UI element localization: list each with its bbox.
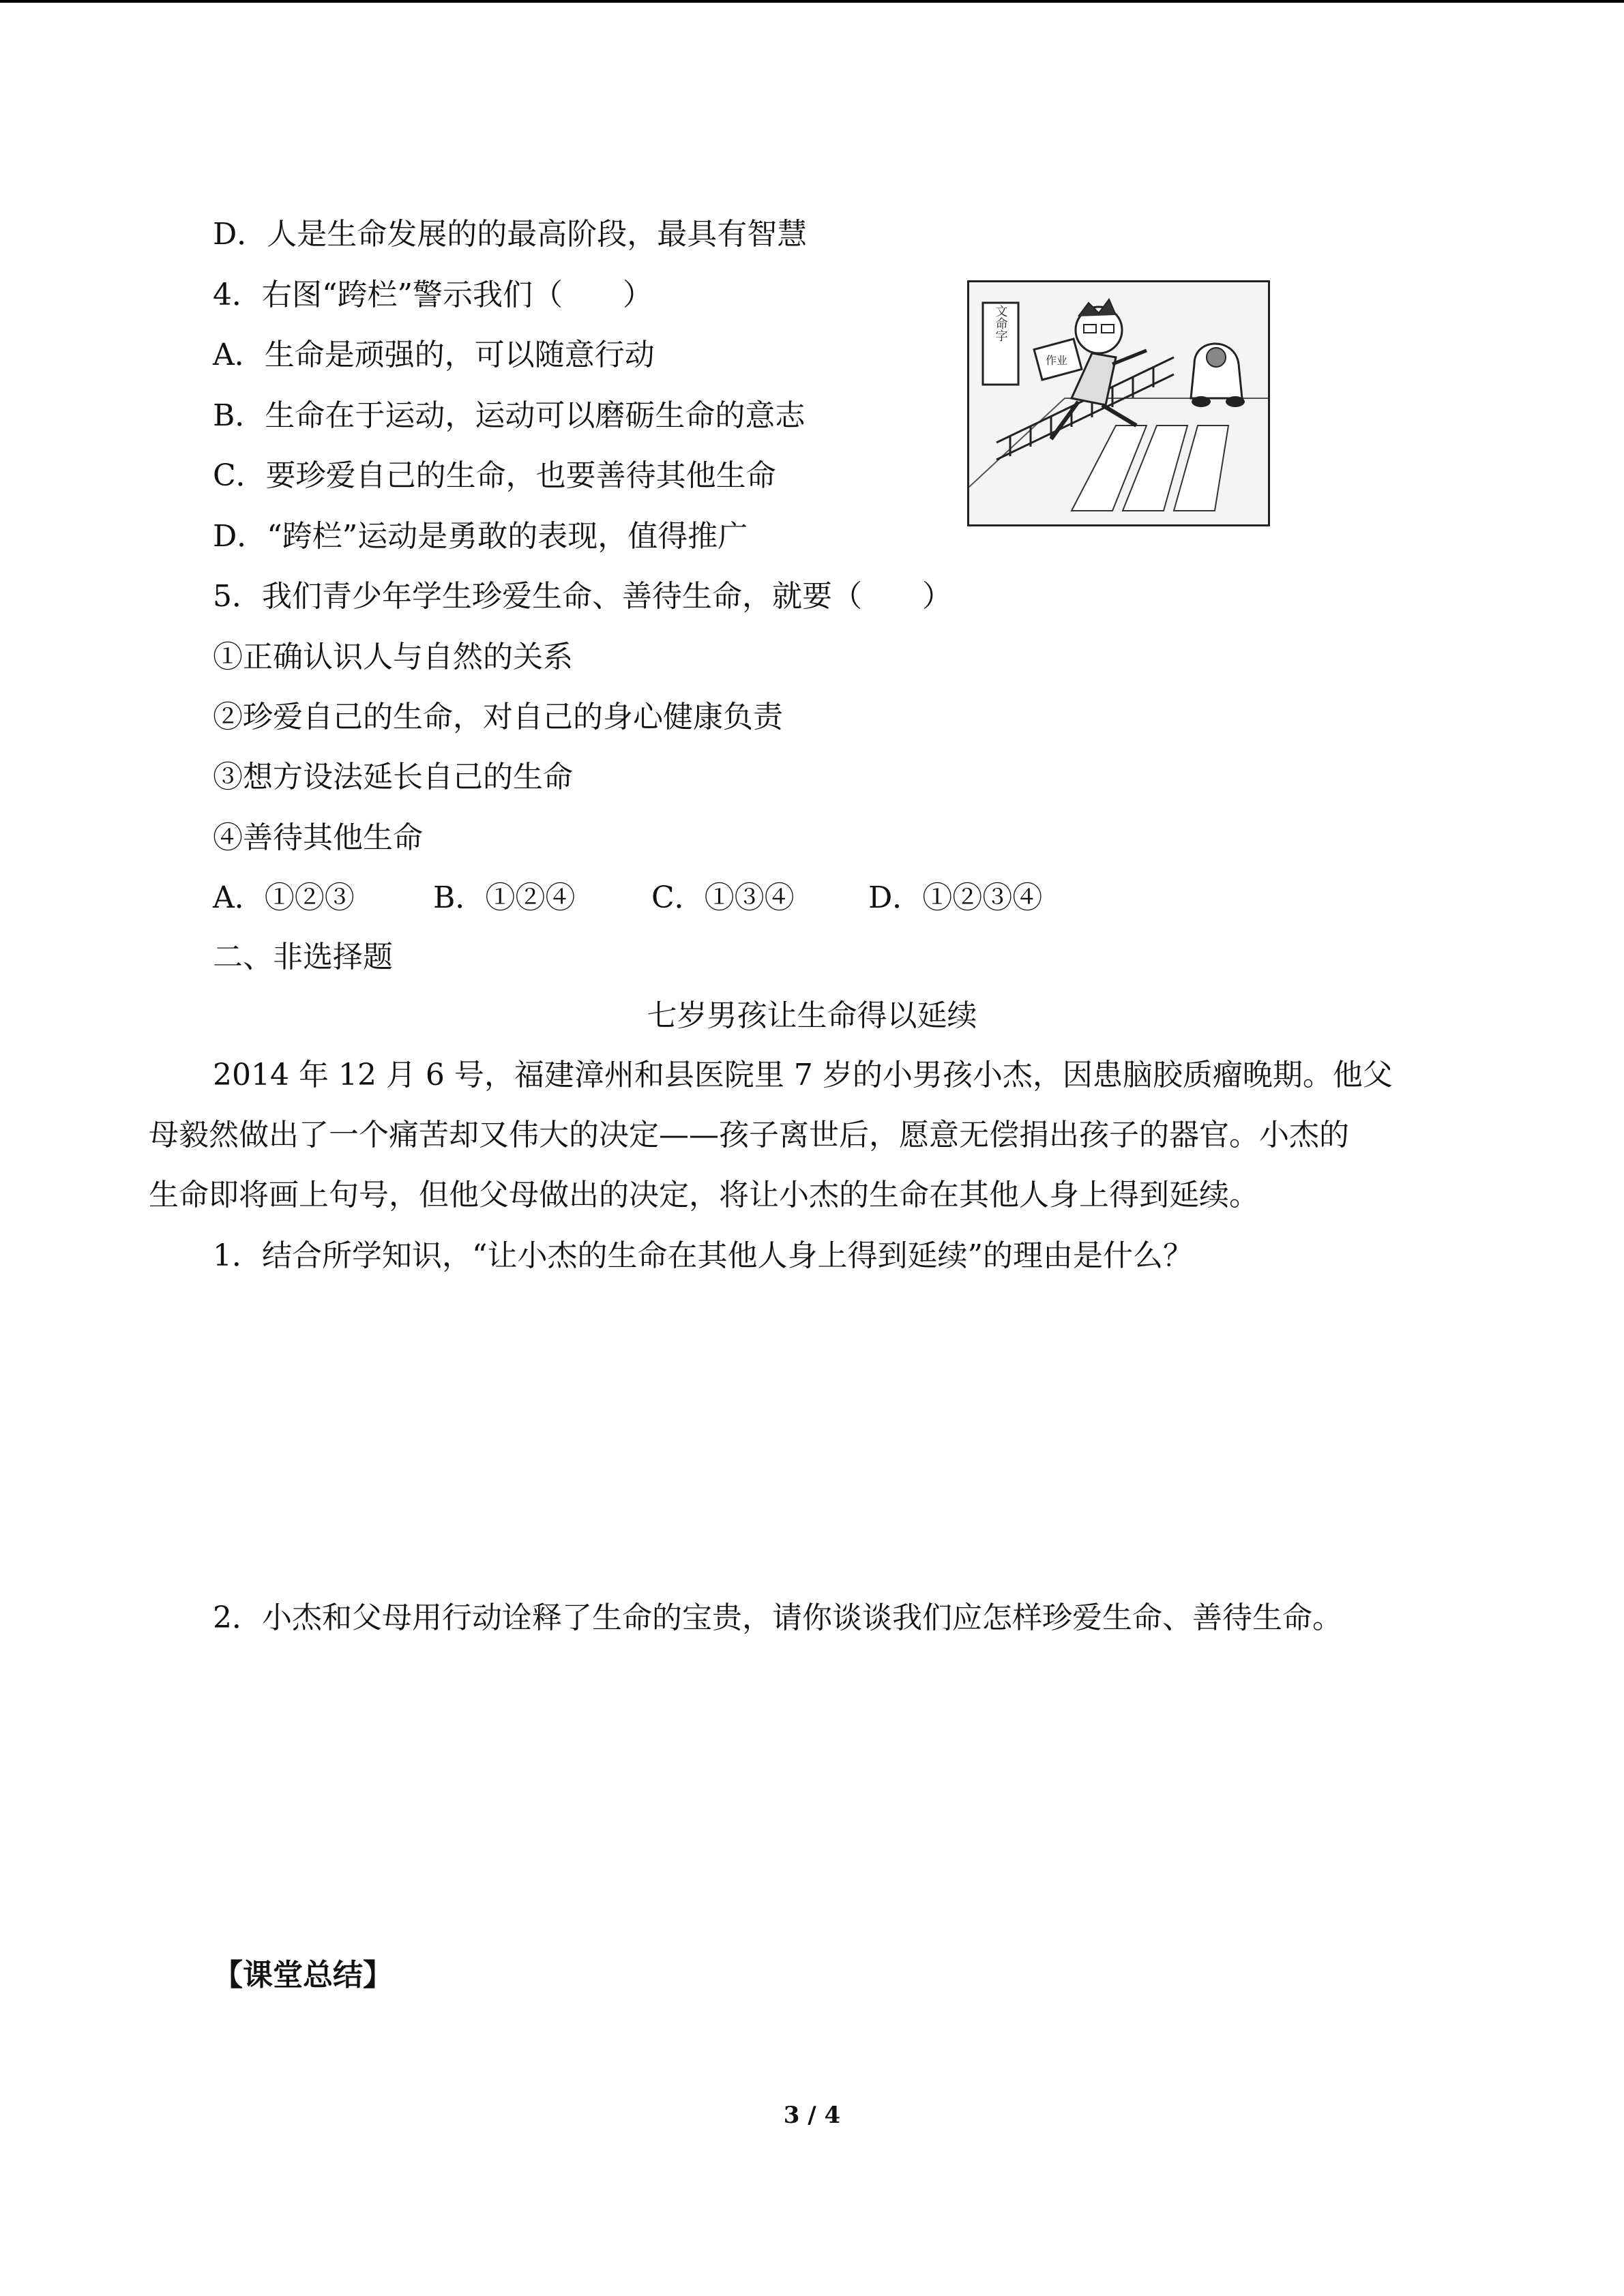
passage-title: 七岁男孩让生命得以延续 [647, 998, 977, 1033]
book-text: 作业 [1045, 354, 1068, 367]
top-border-line [0, 0, 1624, 3]
q5-choice-c: C．①③④ [651, 880, 795, 915]
question-1: 1．结合所学知识，“让小杰的生命在其他人身上得到延续”的理由是什么？ [213, 1238, 1193, 1273]
q5-choice-d: D．①②③④ [868, 880, 1043, 915]
q5-choice-a: A．①②③ [213, 880, 355, 915]
passage-line-2: 母毅然做出了一个痛苦却又伟大的决定——孩子离世后，愿意无偿捐出孩子的器官。小杰的 [149, 1118, 1349, 1152]
q5-item-3: ③想方设法延长自己的生命 [213, 760, 573, 794]
q5-choice-b: B．①②④ [433, 880, 576, 915]
passage-line-3: 生命即将画上句号，但他父母做出的决定，将让小杰的生命在其他人身上得到延续。 [149, 1178, 1259, 1212]
section-heading: 二、非选择题 [213, 940, 393, 974]
summary-heading: 【课堂总结】 [213, 1958, 393, 1993]
q5-item-2: ②珍爱自己的生命，对自己的身心健康负责 [213, 700, 783, 734]
q4-option-c: C．要珍爱自己的生命，也要善待其他生命 [213, 458, 776, 493]
question-2: 2．小杰和父母用行动诠释了生命的宝贵，请你谈谈我们应怎样珍爱生命、善待生命。 [213, 1600, 1342, 1635]
hurdle-cartoon-drawing [969, 282, 1268, 524]
q5-item-1: ①正确认识人与自然的关系 [213, 640, 573, 674]
q4-stem: 4．右图“跨栏”警示我们（ ） [213, 278, 653, 312]
q3-option-d: D．人是生命发展的的最高阶段，最具有智慧 [213, 217, 808, 252]
sign-text: 文命字 [993, 305, 1008, 342]
q5-stem: 5．我们青少年学生珍爱生命、善待生命，就要（ ） [213, 579, 952, 614]
q5-item-4: ④善待其他生命 [213, 820, 423, 855]
q4-option-d: D．“跨栏”运动是勇敢的表现，值得推广 [213, 519, 748, 554]
hurdle-cartoon-figure [967, 280, 1270, 526]
q4-option-a: A．生命是顽强的，可以随意行动 [213, 338, 655, 372]
page-number: 3 / 4 [783, 2102, 841, 2129]
q4-option-b: B．生命在于运动，运动可以磨砺生命的意志 [213, 398, 806, 433]
passage-line-1: 2014 年 12 月 6 号，福建漳州和县医院里 7 岁的小男孩小杰，因患脑胶质瘤晚期。他父 [213, 1058, 1393, 1092]
